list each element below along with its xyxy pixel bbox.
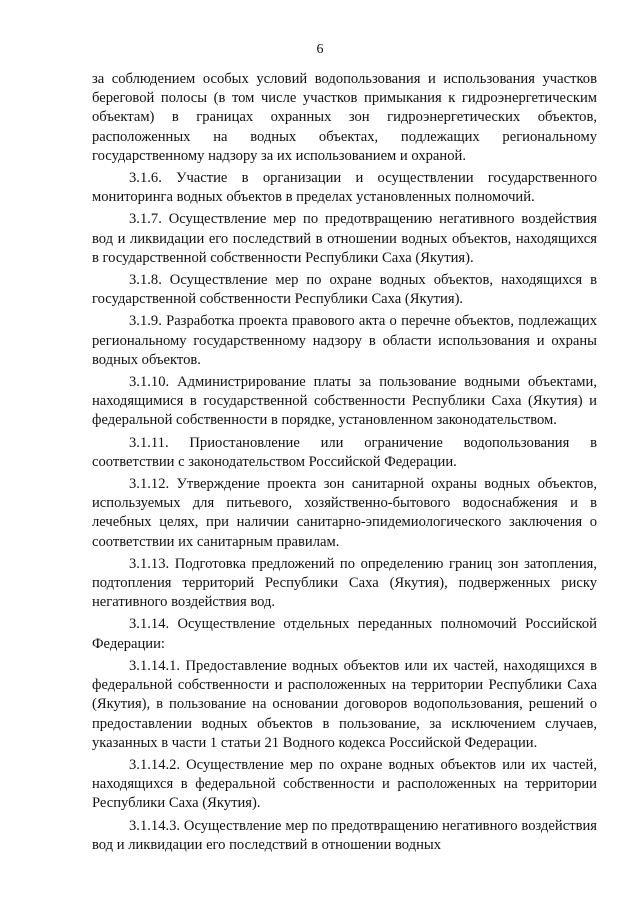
paragraph-3-1-11: 3.1.11. Приостановление или ограничение водопользования в соответствии с законодательством Российской Федерации.: [92, 434, 597, 470]
paragraph-3-1-6: 3.1.6. Участие в организации и осуществлении государственного мониторинга водных объектов в пределах установленных полномочий.: [92, 170, 597, 206]
document-body: [92, 70, 597, 858]
paragraph-3-1-10: 3.1.10. Администрирование платы за пользование водными объектами, находящимися в государственной собственности Республики Саха (Якутия) и федеральной собственности в порядке, установленном законодательством.: [92, 374, 597, 429]
paragraph-3-1-14-2: 3.1.14.2. Осуществление мер по охране водных объектов или их частей, находящихся в федеральной собственности и расположенных на территории Республики Саха (Якутия).: [92, 756, 597, 812]
paragraph-3-1-13: 3.1.13. Подготовка предложений по определению границ зон затопления, подтопления территорий Республики Саха (Якутия), подверженных риску негативного воздействия вод.: [92, 555, 597, 611]
paragraph-3-1-8: 3.1.8. Осуществление мер по охране водных объектов, находящихся в государственной собственности Республики Саха (Якутия).: [92, 272, 597, 308]
paragraph-3-1-14-3: 3.1.14.3. Осуществление мер по предотвращению негативного воздействия вод и ликвидации его последствий в отношении водных: [92, 817, 597, 853]
paragraph-3-1-12: 3.1.12. Утверждение проекта зон санитарной охраны водных объектов, используемых для питьевого, хозяйственно-бытового водоснабжения и в лечебных целях, при наличии санитарно-эпидемиологического заключения о соответствии их санитарным правилам.: [92, 476, 597, 550]
paragraph-3-1-14: 3.1.14. Осуществление отдельных переданных полномочий Российской Федерации:: [92, 616, 597, 652]
paragraph-3-1-9: 3.1.9. Разработка проекта правового акта о перечне объектов, подлежащих региональному государственному надзору в области использования и охраны водных объектов.: [92, 313, 597, 368]
paragraph-3-1-14-1: 3.1.14.1. Предоставление водных объектов или их частей, находящихся в федеральной собственности и расположенных на территории Республики Саха (Якутия), в пользование на основании договоров водопользования, решений о предоставлении водных объектов в пользование, за исключением случаев, указанных в части 1 статьи 21 Водного кодекса Российской Федерации.: [92, 657, 597, 751]
paragraph-continuation: за соблюдением особых условий водопользования и использования участков береговой полосы (в том числе участков примыкания к гидроэнергетическим объектам) в границах охранных зон гидроэнергетических объектов, расположенных на водных объектах, подлежащих региональному государственному надзору за их использованием и охраной.: [92, 71, 597, 164]
page-number: 6: [316, 42, 324, 57]
paragraph-3-1-7: 3.1.7. Осуществление мер по предотвращению негативного воздействия вод и ликвидации его последствий в отношении водных объектов, находящихся в государственной собственности Республики Саха (Якутия).: [92, 211, 597, 266]
